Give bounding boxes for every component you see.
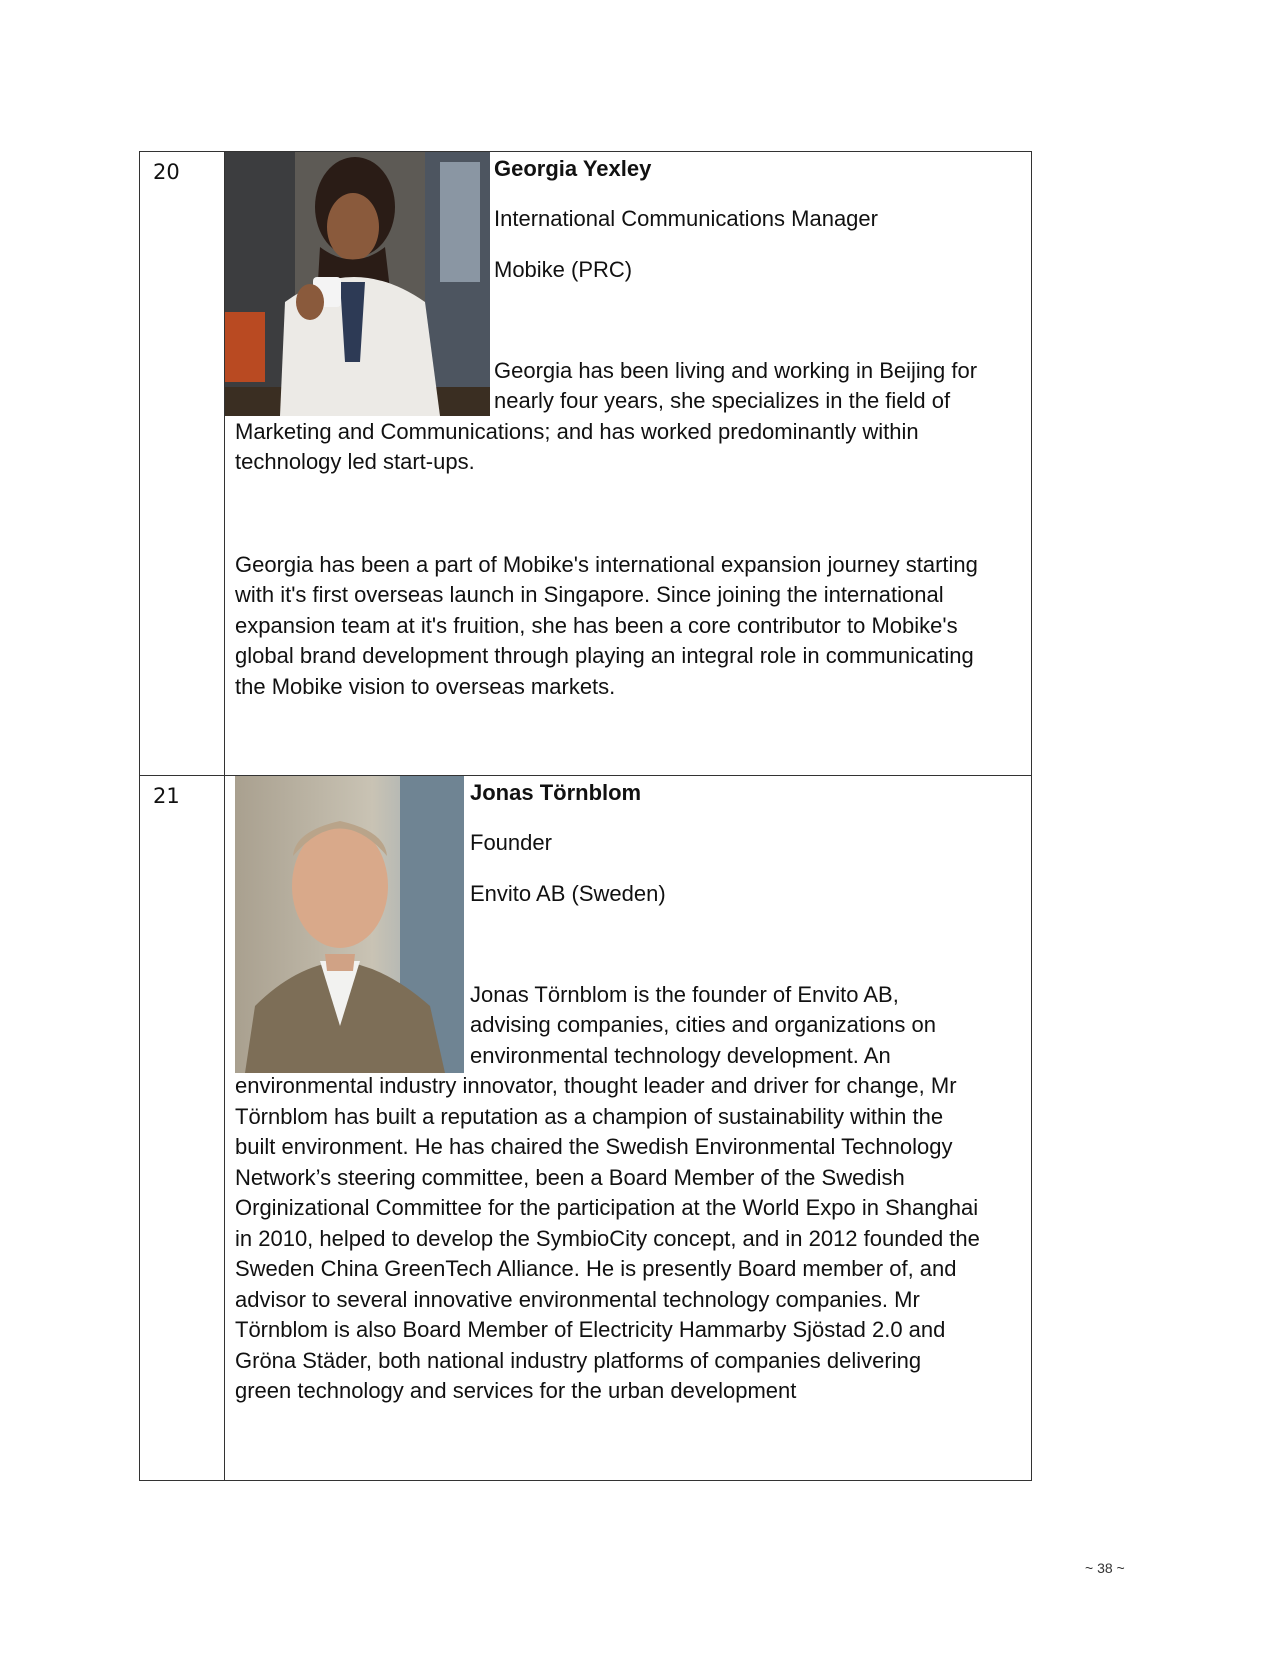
bio-line: built environment. He has chaired the Swedish Environmental Technology (235, 1134, 953, 1159)
bio-line: Georgia has been living and working in Beijing for (494, 358, 978, 383)
bio-line: in 2010, helped to develop the SymbioCity concept, and in 2012 founded the (235, 1226, 980, 1251)
speaker-cell (225, 776, 1031, 1480)
bio-line: Törnblom has built a reputation as a champion of sustainability within the (235, 1104, 944, 1129)
speaker-row (140, 152, 1031, 776)
speaker-title: Founder (470, 830, 552, 855)
bio-line: Törnblom is also Board Member of Electricity Hammarby Sjöstad 2.0 and (235, 1317, 946, 1342)
bio-line: advisor to several innovative environmental technology companies. Mr (235, 1287, 920, 1312)
bio-line: expansion team at it's fruition, she has been a core contributor to Mobike's (235, 613, 958, 638)
number-cell (140, 776, 225, 1480)
speaker-photo (225, 152, 490, 416)
bio-line: technology led start-ups. (235, 449, 475, 474)
bio-line: Jonas Törnblom is the founder of Envito AB, (470, 982, 899, 1007)
bio-line: green technology and services for the urban development (235, 1378, 797, 1403)
bio-line: Orginizational Committee for the participation at the World Expo in Shanghai (235, 1195, 979, 1220)
speaker-table (139, 151, 1032, 1481)
bio-line: Georgia has been a part of Mobike's international expansion journey starting (235, 552, 978, 577)
bio-line: environmental technology development. An (470, 1043, 891, 1068)
bio-line: environmental industry innovator, thought leader and driver for change, Mr (235, 1073, 957, 1098)
speaker-row (140, 776, 1031, 1480)
bio-line: Sweden China GreenTech Alliance. He is presently Board member of, and (235, 1256, 957, 1281)
bio-line: Marketing and Communications; and has worked predominantly within (235, 419, 919, 444)
bio-line: the Mobike vision to overseas markets. (235, 674, 616, 699)
bio-line: global brand development through playing an integral role in communicating (235, 643, 974, 668)
bio-line: with it's first overseas launch in Singapore. Since joining the international (235, 582, 944, 607)
speaker-cell (225, 152, 1031, 775)
number-cell (140, 152, 225, 775)
speaker-title: International Communications Manager (494, 206, 878, 231)
bio-line: Gröna Städer, both national industry platforms of companies delivering (235, 1348, 922, 1373)
bio-line: advising companies, cities and organizations on (470, 1012, 936, 1037)
speaker-name: Georgia Yexley (494, 156, 652, 181)
speaker-name: Jonas Törnblom (470, 780, 642, 805)
speaker-photo (235, 776, 464, 1073)
speaker-number: 21 (153, 784, 180, 808)
speaker-number: 20 (153, 160, 180, 184)
bio-line: nearly four years, she specializes in the field of (494, 388, 951, 413)
bio-line: Network’s steering committee, been a Board Member of the Swedish (235, 1165, 905, 1190)
page-number: ~ 38 ~ (1085, 1560, 1125, 1576)
speaker-organization: Mobike (PRC) (494, 257, 633, 282)
speaker-organization: Envito AB (Sweden) (470, 881, 666, 906)
